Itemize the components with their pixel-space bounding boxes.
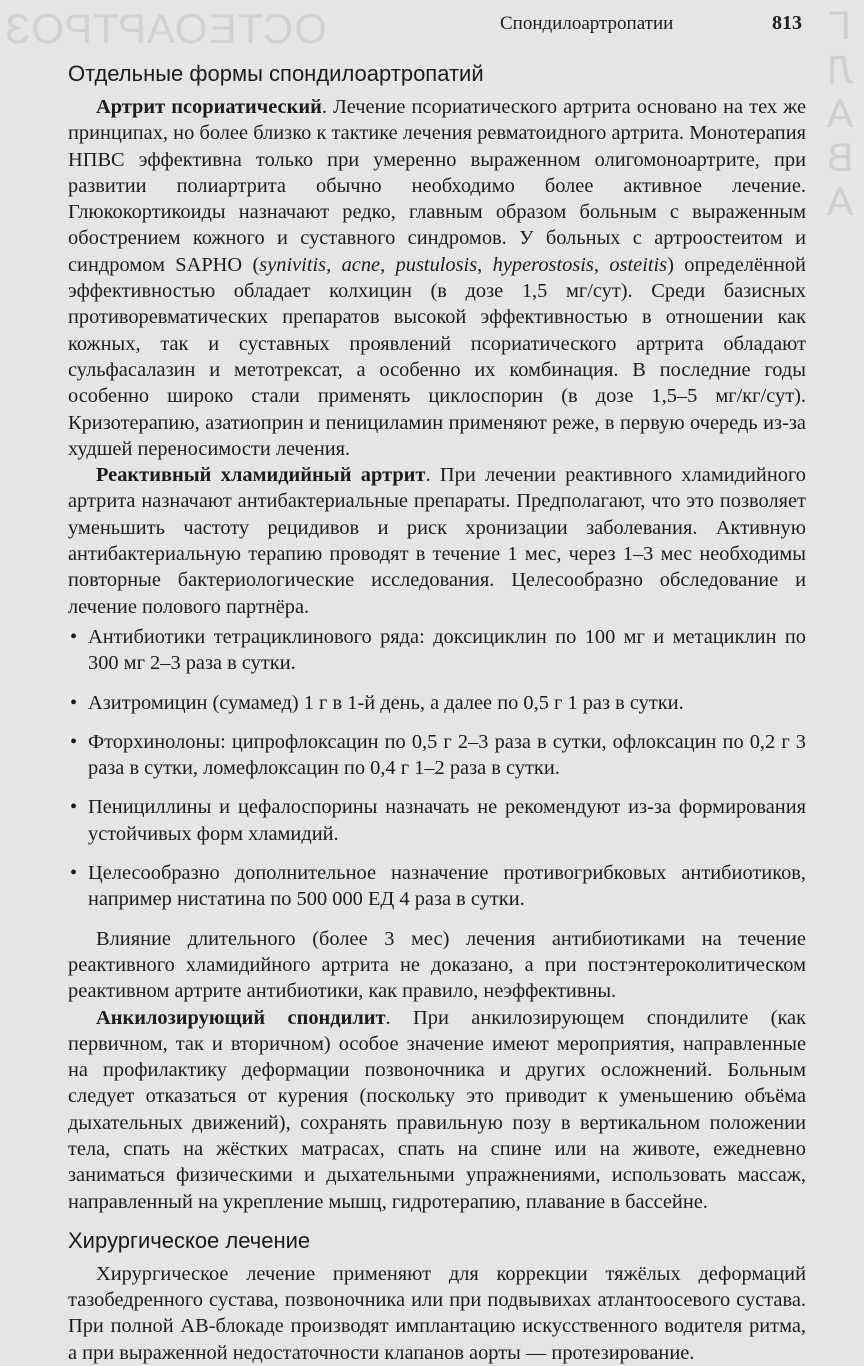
text: . При анкилозирующем спондилите (как первичном, так и вторичном) особое значение имеют мероприятия, направленные на профилактику деформации позвоночника и других осложнений. Больным следует отказаться от курения (поскольку это приводит к уменьшению объёма дыхательных движений), сохранять правильную позу в вертикальном положении тела, спать на жёстких матрасах, спать на спине или на животе, ежедневно заниматься физическими и дыхательными упражнениями, использовать массаж, направленный на укрепление мышц, гидротерапию, плавание в бассейне. bbox=[68, 1006, 807, 1213]
term-latin: synivitis bbox=[259, 253, 327, 276]
treatment-list bbox=[68, 624, 806, 913]
paragraph-ankylosing bbox=[68, 1005, 806, 1215]
section-heading: Хирургическое лечение bbox=[68, 1227, 311, 1253]
paragraph-chlamydial bbox=[68, 462, 806, 620]
term-latin: hyperostosis bbox=[492, 253, 594, 276]
paragraph-antibiotics: Влияние длительного (более 3 мес) лечения антибиотиками на течение реактивного хламидийного артрита не доказано, а при постэнтероколитическом реактивном артрите антибиотики, как правило, неэффективны. bbox=[68, 927, 806, 1003]
text: ) определённой эффективностью обладает колхицин (в дозе 1,5 мг/сут). Среди базисных противоревматических препаратов высокой эффективностью в отношении как кожных, так и суставных проявлений псориатического артрита обладают сульфасалазин и метотрексат, а особенно их комбинация. В последние годы особенно широко стали применять циклоспорин (в дозе 1,5–5 мг/кг/сут). Кризотерапию, азатиоприн и пенициламин применяют реже, в первую очередь из-за худшей переносимости лечения. bbox=[68, 253, 806, 460]
term-latin: acne bbox=[341, 253, 381, 276]
term: Артрит псориатический bbox=[96, 96, 322, 118]
section-heading: Отдельные формы спондилоартропатий bbox=[68, 61, 484, 86]
term-latin: osteitis bbox=[609, 253, 668, 276]
paragraph-surgery: Хирургическое лечение применяют для коррекции тяжёлых деформаций тазобедренного сустава, позвоночника или при подвывихах атлантоосевого сустава. При полной АВ-блокаде производят имплантацию искусственного водителя ритма, а при выраженной недостаточности клапанов аорты — протезирование. bbox=[68, 1262, 806, 1364]
list-item: • Пенициллины и цефалоспорины назначать не рекомендуют из-за формирования устойчивых форм хламидий. bbox=[68, 794, 806, 847]
term: Реактивный хламидийный артрит bbox=[96, 464, 426, 487]
term-latin: pustulosis bbox=[395, 253, 478, 276]
text: . При лечении реактивного хламидийного артрита назначают антибактериальные препараты. Предполагают, что это позволяет уменьшить частоту рецидивов и риск хронизации заболевания. Активную антибактериальную терапию проводят в течение 1 мес, через 1–3 мес необходимы повторные бактериологические исследования. Целесообразно обследование и лечение полового партнёра. bbox=[68, 464, 807, 618]
list-item: • Азитромицин (сумамед) 1 г в 1-й день, а далее по 0,5 г 1 раз в сутки. bbox=[68, 690, 806, 716]
text: . Лечение псориатического артрита основано на тех же принципах, но более близко к тактике лечения ревматоидного артрита. Монотерапия НПВС эффективна только при умеренно выраженном олигомоноартрите, при развитии полиартрита обычно необходимо более активное лечение. Глюкокортикоиды назначают редко, главным образом больным с выраженным обострением кожного и суставного синдромов. У больных с артроостеитом и синдромом SAPHO ( bbox=[68, 96, 807, 276]
page-number: 813 bbox=[772, 12, 802, 34]
paragraph-psoriatic: Артрит псориатический. Лечение псориатического артрита основано на тех же принципах, но более близко к тактике лечения ревматоидного артрита. Монотерапия НПВС эффективна только при умеренно выраженном олигомоноартрите, при развитии полиартрита обычно необходимо более активное лечение. Глюкокортикоиды назначают редко, главным образом больным с выраженным обострением кожного и суставного синдромов. У больных с артроостеитом и синдромом SAPHO (synivitis, acne, pustulosis, hyperostosis, osteitis) определённой эффективностью обладает колхицин (в дозе 1,5 мг/сут). Среди базисных противоревматических препаратов высокой эффективностью в отношении как кожных, так и суставных проявлений псориатического артрита обладают сульфасалазин и метотрексат, а особенно их комбинация. В последние годы особенно широко стали применять циклоспорин (в дозе 1,5–5 мг/кг/сут). Кризотерапию, азатиоприн и пенициламин применяют реже, в первую очередь из-за худшей переносимости лечения. bbox=[68, 96, 807, 460]
list-item: • Антибиотики тетрациклинового ряда: доксициклин по 100 мг и метациклин по 300 мг 2–3 раза в сутки. bbox=[68, 624, 806, 677]
running-header: Спондилоартропатии bbox=[500, 13, 674, 34]
text-column bbox=[68, 60, 806, 1366]
term: Анкилозирующий спондилит bbox=[96, 1006, 386, 1029]
bleed-through-chapter: ГЛАВА bbox=[818, 4, 862, 224]
list-item: • Фторхинолоны: ципрофлоксацин по 0,5 г 2–3 раза в сутки, офлоксацин по 0,2 г 3 раза в сутки, ломефлоксацин по 0,4 г 1–2 раза в сутки. bbox=[68, 729, 806, 782]
list-item: • Целесообразно дополнительное назначение противогрибковых антибиотиков, например нистатина по 500 000 ЕД 4 раза в сутки. bbox=[68, 860, 806, 913]
bleed-through-title: ОСТЕОАРТРОЗ bbox=[4, 5, 327, 52]
